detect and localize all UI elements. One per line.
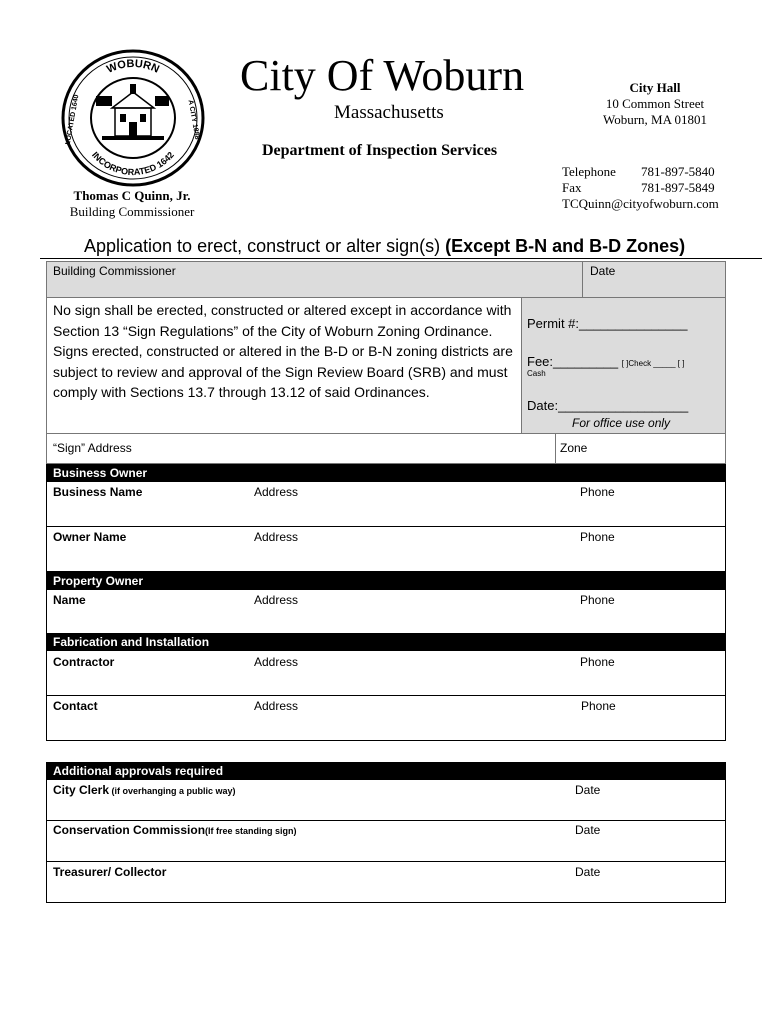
fabrication-header: Fabrication and Installation (46, 633, 726, 651)
sign-address-row[interactable] (46, 433, 726, 464)
email-link[interactable]: TCQuinn@cityofwoburn.com (562, 196, 719, 211)
contractor-label: Contractor (53, 655, 115, 669)
conservation-row[interactable] (46, 821, 726, 862)
fee-check-option[interactable]: [ ]Check _____ [ ] (621, 359, 685, 368)
svg-text:INCORPORATED 1642 (90, 150, 176, 177)
property-owner-header: Property Owner (46, 572, 726, 590)
seal-text-bottom: INCORPORATED 1642 (90, 149, 176, 178)
city-seal-icon (60, 48, 206, 188)
state-name: Massachusetts (334, 102, 444, 123)
owner-name-label: Owner Name (53, 530, 127, 544)
contact-phone-label: Phone (581, 699, 616, 713)
form-title (84, 236, 685, 257)
business-name-row[interactable] (46, 482, 726, 527)
fax-label: Fax (562, 180, 582, 195)
property-address-label: Address (254, 593, 299, 607)
telephone-number: 781-897-5840 (641, 164, 715, 179)
business-owner-header: Business Owner (46, 464, 726, 482)
office-use-note: For office use only (572, 416, 671, 430)
city-zip: Woburn, MA 01801 (602, 112, 708, 127)
seal-text-top: WOBURN (105, 57, 162, 76)
contact-info (562, 164, 719, 212)
department-name: Department of Inspection Services (262, 142, 498, 159)
contractor-row[interactable] (46, 651, 726, 696)
contractor-address-label: Address (254, 655, 299, 669)
city-hall-address (560, 80, 750, 128)
city-clerk-note: (if overhanging a public way) (109, 786, 236, 796)
fax-number: 781-897-5849 (641, 180, 715, 195)
contact-address-label: Address (254, 699, 299, 713)
business-name-label: Business Name (53, 485, 143, 499)
treasurer-row[interactable] (46, 862, 726, 902)
fee-label: Fee:_________ (527, 354, 619, 369)
business-phone-label: Phone (580, 485, 615, 499)
building-commissioner-label: Building Commissioner (53, 264, 176, 278)
property-phone-label: Phone (580, 593, 615, 607)
title-divider (40, 258, 762, 259)
city-clerk-date-label: Date (575, 783, 601, 797)
business-address-label: Address (254, 485, 299, 499)
contact-row[interactable] (46, 696, 726, 740)
treasurer-date-label: Date (575, 865, 601, 879)
commissioner-block (58, 188, 206, 220)
commissioner-name: Thomas C Quinn, Jr. (73, 188, 191, 203)
seal-text-left: LOCATED 1640 (64, 94, 81, 146)
fee-cash-option[interactable]: Cash (527, 369, 546, 378)
street-address: 10 Common Street (605, 96, 705, 111)
conservation-date-label: Date (575, 823, 601, 837)
form-title-plain: Application to erect, construct or alter sign(s) (84, 236, 446, 256)
commissioner-date-label: Date (590, 264, 616, 278)
owner-phone-label: Phone (580, 530, 615, 544)
city-clerk-row[interactable] (46, 780, 726, 821)
contractor-phone-label: Phone (580, 655, 615, 669)
city-hall-title: City Hall (629, 80, 681, 95)
permit-number-field[interactable]: Permit #:_______________ (527, 316, 688, 331)
property-name-label: Name (53, 593, 86, 607)
city-title: City Of Woburn (240, 51, 525, 100)
office-date-field[interactable]: Date:__________________ (527, 398, 689, 413)
city-clerk-text: City Clerk (53, 783, 110, 797)
contact-label: Contact (53, 699, 98, 713)
svg-text:WOBURN (105, 58, 161, 76)
owner-address-label: Address (254, 530, 299, 544)
fee-field[interactable] (527, 354, 684, 369)
notice-text: No sign shall be erected, constructed or altered except in accordance with Section 13 “Sign Regulations” of the City of Woburn Zoning Ordinance. Signs erected, constructed or altered in the B-D or B-N zoning districts are subject to review and approval of the Sign Review Board (SRB) and must comply with Sections 13.7 through 13.12 of said Ordinances. (53, 302, 513, 400)
owner-name-row[interactable] (46, 527, 726, 572)
property-name-row[interactable] (46, 590, 726, 633)
commissioner-title: Building Commissioner (69, 204, 195, 219)
seal-text-right: A CITY 1888 (186, 99, 201, 141)
telephone-label: Telephone (562, 164, 616, 179)
form-title-bold: (Except B-N and B-D Zones) (445, 236, 686, 256)
conservation-note: (If free standing sign) (205, 826, 297, 836)
treasurer-label: Treasurer/ Collector (53, 865, 167, 879)
conservation-text: Conservation Commission (53, 823, 206, 837)
approvals-header: Additional approvals required (46, 762, 726, 780)
sign-address-label: “Sign” Address (53, 441, 132, 455)
zone-label: Zone (560, 441, 588, 455)
